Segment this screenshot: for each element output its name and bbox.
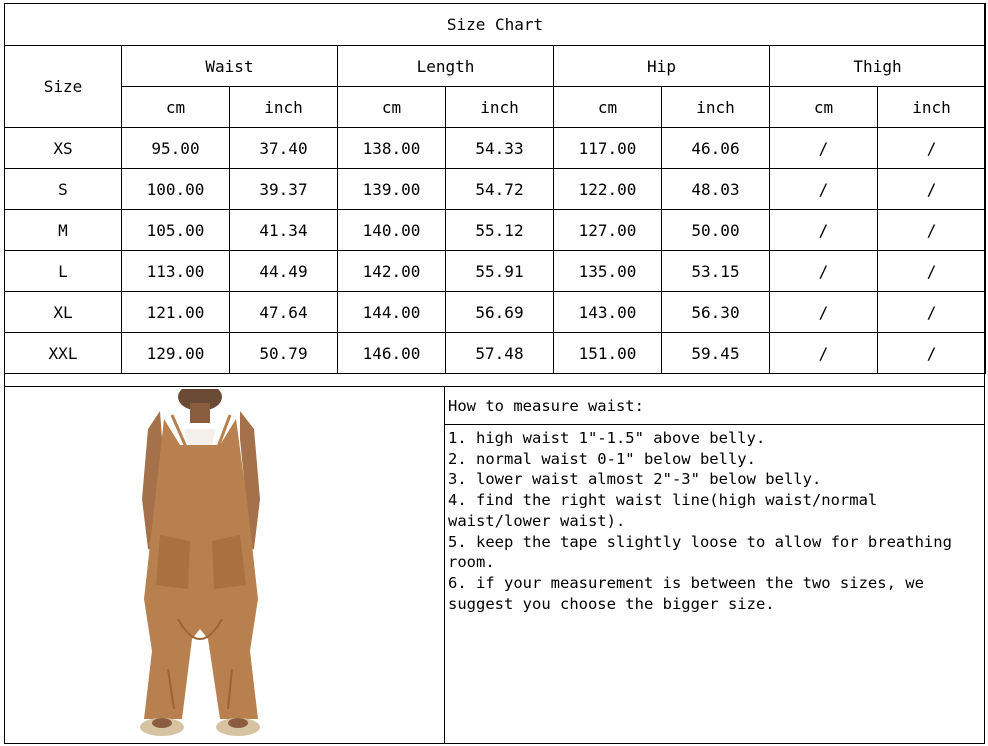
- table-cell: 100.00: [122, 169, 230, 210]
- size-label: XL: [5, 292, 122, 333]
- table-cell: 105.00: [122, 210, 230, 251]
- group-header-length: Length: [338, 46, 554, 87]
- table-cell: 56.30: [662, 292, 770, 333]
- group-header-thigh: Thigh: [770, 46, 986, 87]
- table-cell: 46.06: [662, 128, 770, 169]
- group-header-waist: Waist: [122, 46, 338, 87]
- table-cell: 54.33: [446, 128, 554, 169]
- table-cell: /: [770, 169, 878, 210]
- table-row: [5, 169, 986, 210]
- table-row: [5, 210, 986, 251]
- table-cell: /: [770, 292, 878, 333]
- chart-title: Size Chart: [5, 4, 986, 46]
- table-cell: 129.00: [122, 333, 230, 374]
- table-cell: 56.69: [446, 292, 554, 333]
- unit-header-hip-inch: inch: [662, 87, 770, 128]
- table-cell: 41.34: [230, 210, 338, 251]
- table-cell: 50.79: [230, 333, 338, 374]
- size-column-header: Size: [5, 46, 122, 128]
- table-cell: /: [878, 292, 986, 333]
- table-cell: 142.00: [338, 251, 446, 292]
- table-cell: 146.00: [338, 333, 446, 374]
- howto-instructions: [445, 426, 985, 744]
- table-cell: 53.15: [662, 251, 770, 292]
- table-cell: 113.00: [122, 251, 230, 292]
- product-photo: [4, 387, 445, 744]
- table-cell: 59.45: [662, 333, 770, 374]
- table-cell: 54.72: [446, 169, 554, 210]
- table-cell: 37.40: [230, 128, 338, 169]
- table-cell: 48.03: [662, 169, 770, 210]
- table-cell: 138.00: [338, 128, 446, 169]
- size-label: L: [5, 251, 122, 292]
- table-cell: 55.91: [446, 251, 554, 292]
- size-chart-table: [4, 3, 986, 374]
- table-row: [5, 333, 986, 374]
- size-label: S: [5, 169, 122, 210]
- table-cell: 50.00: [662, 210, 770, 251]
- table-cell: 151.00: [554, 333, 662, 374]
- table-cell: /: [878, 333, 986, 374]
- table-cell: /: [770, 333, 878, 374]
- table-cell: 117.00: [554, 128, 662, 169]
- table-cell: 122.00: [554, 169, 662, 210]
- unit-header-hip-cm: cm: [554, 87, 662, 128]
- jumpsuit-model-illustration: [108, 389, 308, 741]
- table-cell: 47.64: [230, 292, 338, 333]
- table-cell: 127.00: [554, 210, 662, 251]
- size-label: XXL: [5, 333, 122, 374]
- table-cell: 121.00: [122, 292, 230, 333]
- table-row: [5, 251, 986, 292]
- table-cell: 95.00: [122, 128, 230, 169]
- table-cell: 144.00: [338, 292, 446, 333]
- table-cell: /: [770, 210, 878, 251]
- unit-header-thigh-cm: cm: [770, 87, 878, 128]
- table-cell: 55.12: [446, 210, 554, 251]
- group-header-hip: Hip: [554, 46, 770, 87]
- table-cell: /: [770, 128, 878, 169]
- table-cell: /: [878, 210, 986, 251]
- howto-item: 2. normal waist 0-1" below belly.: [448, 449, 756, 468]
- howto-item: 6. if your measurement is between the two sizes, we suggest you choose the bigger size.: [448, 573, 924, 613]
- table-cell: /: [878, 251, 986, 292]
- table-cell: /: [878, 169, 986, 210]
- howto-item: 5. keep the tape slightly loose to allow for breathing room.: [448, 532, 952, 572]
- unit-header-thigh-inch: inch: [878, 87, 986, 128]
- table-cell: 140.00: [338, 210, 446, 251]
- unit-header-length-inch: inch: [446, 87, 554, 128]
- howto-item: 1. high waist 1"-1.5" above belly.: [448, 429, 766, 447]
- table-cell: 44.49: [230, 251, 338, 292]
- section-divider: [4, 372, 985, 387]
- unit-header-waist-cm: cm: [122, 87, 230, 128]
- table-cell: /: [878, 128, 986, 169]
- table-row: [5, 128, 986, 169]
- size-label: M: [5, 210, 122, 251]
- table-cell: 135.00: [554, 251, 662, 292]
- table-cell: 39.37: [230, 169, 338, 210]
- howto-item: 4. find the right waist line(high waist/normal waist/lower waist).: [448, 491, 878, 530]
- table-cell: 143.00: [554, 292, 662, 333]
- table-cell: /: [770, 251, 878, 292]
- unit-header-length-cm: cm: [338, 87, 446, 128]
- howto-item: 3. lower waist almost 2"-3" below belly.: [448, 470, 822, 489]
- howto-heading: How to measure waist:: [445, 387, 985, 425]
- size-label: XS: [5, 128, 122, 169]
- table-cell: 139.00: [338, 169, 446, 210]
- unit-header-waist-inch: inch: [230, 87, 338, 128]
- table-row: [5, 292, 986, 333]
- table-cell: 57.48: [446, 333, 554, 374]
